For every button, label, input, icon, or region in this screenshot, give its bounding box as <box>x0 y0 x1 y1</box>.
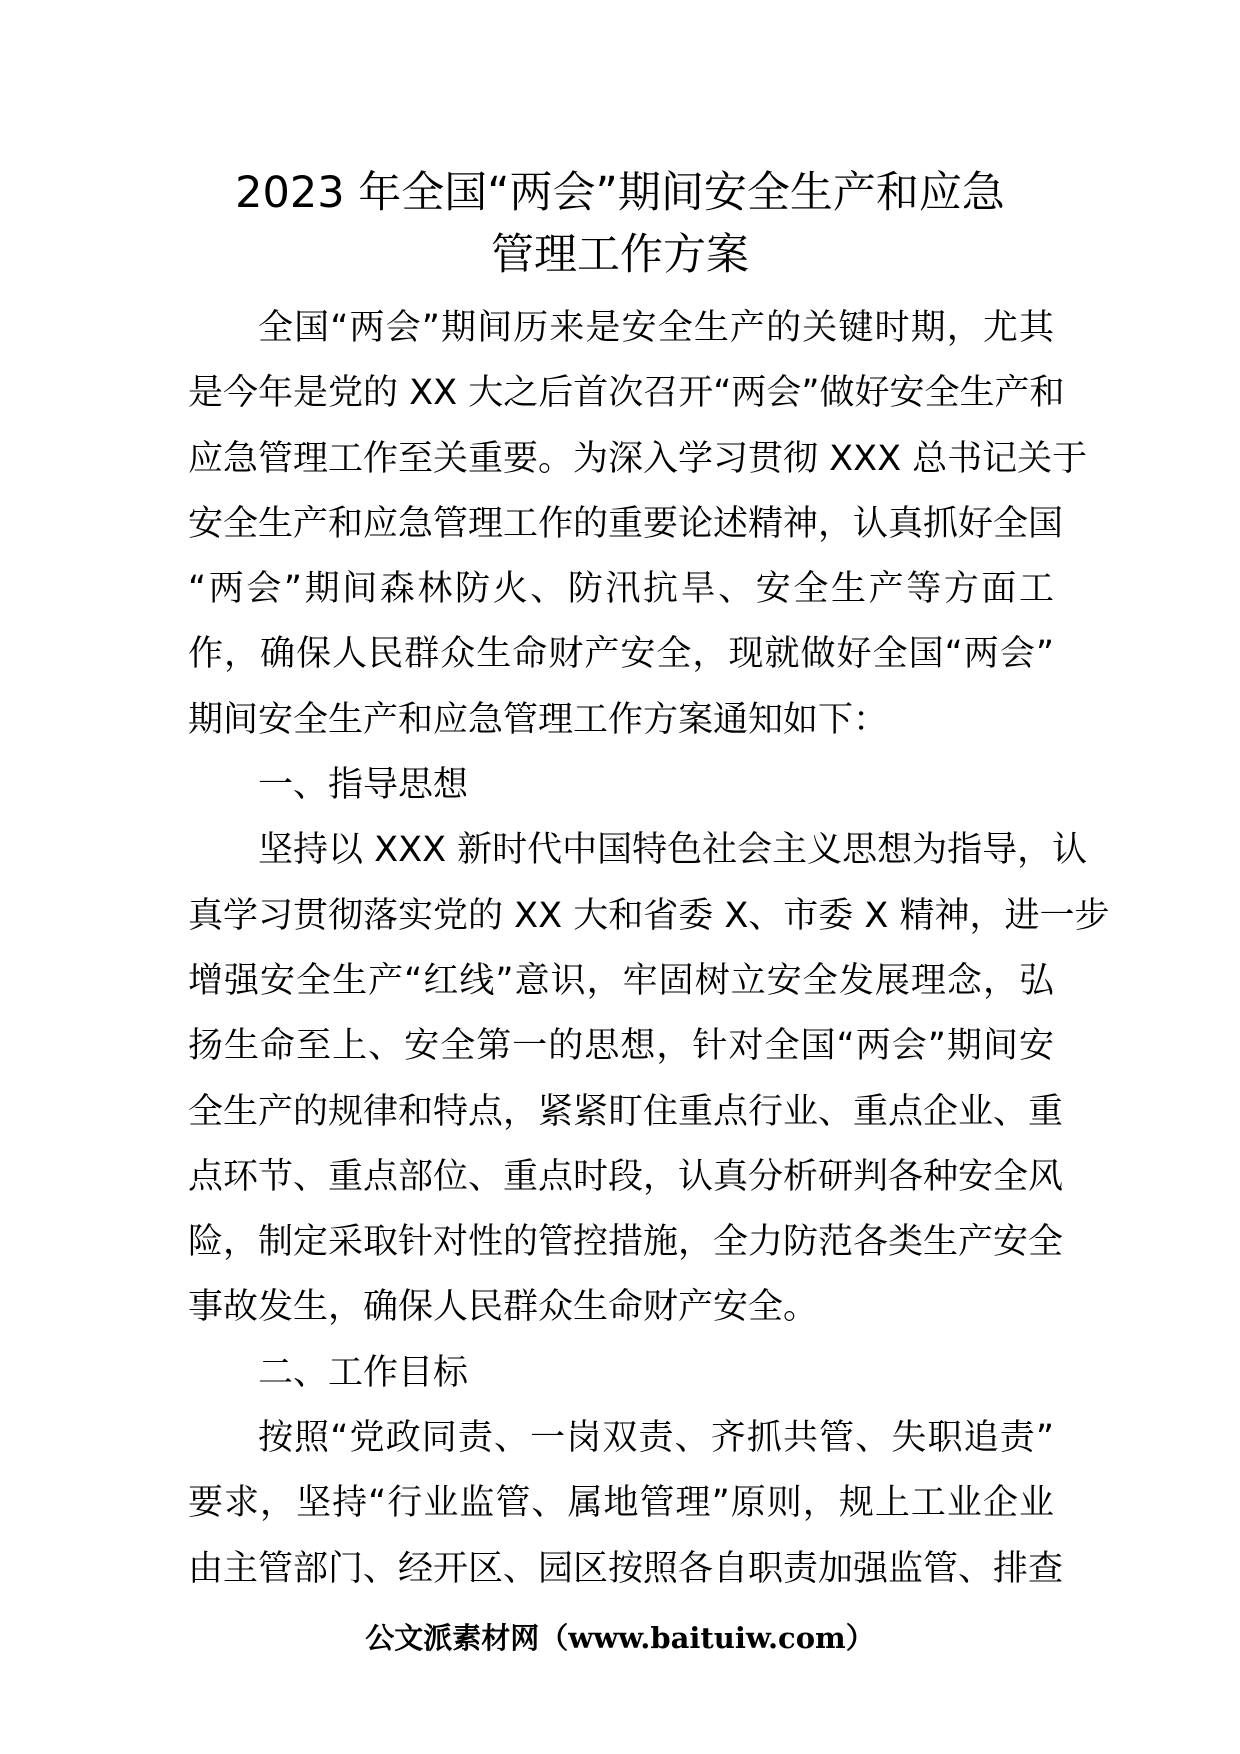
document-body <box>188 296 1110 1602</box>
paragraph-line: 由主管部门、经开区、园区按照各自职责加强监管、排查 <box>188 1548 1064 1589</box>
section-heading: 二、工作目标 <box>258 1352 469 1393</box>
paragraph-line: 扬生命至上、安全第一的思想，针对全国“两会”期间安 <box>188 1026 1054 1067</box>
paragraph-line: 期间安全生产和应急管理工作方案通知如下： <box>188 699 889 740</box>
paragraph-line: 作，确保人民群众生命财产安全，现就做好全国“两会” <box>188 634 1054 675</box>
paragraph-line: 坚持以 XXX 新时代中国特色社会主义思想为指导，认 <box>258 830 1088 871</box>
paragraph-line: 按照“党政同责、一岗双责、齐抓共管、失职追责” <box>258 1418 1054 1459</box>
document-title <box>150 162 1090 286</box>
paragraph-line: 点环节、重点部位、重点时段，认真分析研判各种安全风 <box>188 1156 1064 1197</box>
paragraph-line: 应急管理工作至关重要。为深入学习贯彻 XXX 总书记关于 <box>188 438 1088 479</box>
footer-watermark: 公文派素材网（www.baituiw.com） <box>365 1621 875 1655</box>
paragraph-line: “两会”期间森林防火、防汛抗旱、安全生产等方面工 <box>188 569 1054 610</box>
paragraph-line: 险，制定采取针对性的管控措施，全力防范各类生产安全 <box>188 1222 1064 1263</box>
paragraph-line: 增强安全生产“红线”意识，牢固树立安全发展理念，弘 <box>188 960 1054 1001</box>
paragraph-line: 真学习贯彻落实党的 XX 大和省委 X、市委 X 精神，进一步 <box>188 895 1110 936</box>
paragraph-line: 是今年是党的 XX 大之后首次召开“两会”做好安全生产和 <box>188 373 1065 414</box>
paragraph-line: 要求，坚持“行业监管、属地管理”原则，规上工业企业 <box>188 1483 1054 1524</box>
title-line-2: 管理工作方案 <box>491 230 749 280</box>
paragraph-line: 安全生产和应急管理工作的重要论述精神，认真抓好全国 <box>188 503 1064 544</box>
paragraph-line: 全国“两会”期间历来是安全生产的关键时期，尤其 <box>258 308 1054 348</box>
paragraph-line: 全生产的规律和特点，紧紧盯住重点行业、重点企业、重 <box>188 1091 1064 1132</box>
paragraph-line: 事故发生，确保人民群众生命财产安全。 <box>188 1287 819 1328</box>
title-line-1: 2023 年全国“两会”期间安全生产和应急 <box>235 168 1005 218</box>
section-heading: 一、指导思想 <box>258 765 469 806</box>
